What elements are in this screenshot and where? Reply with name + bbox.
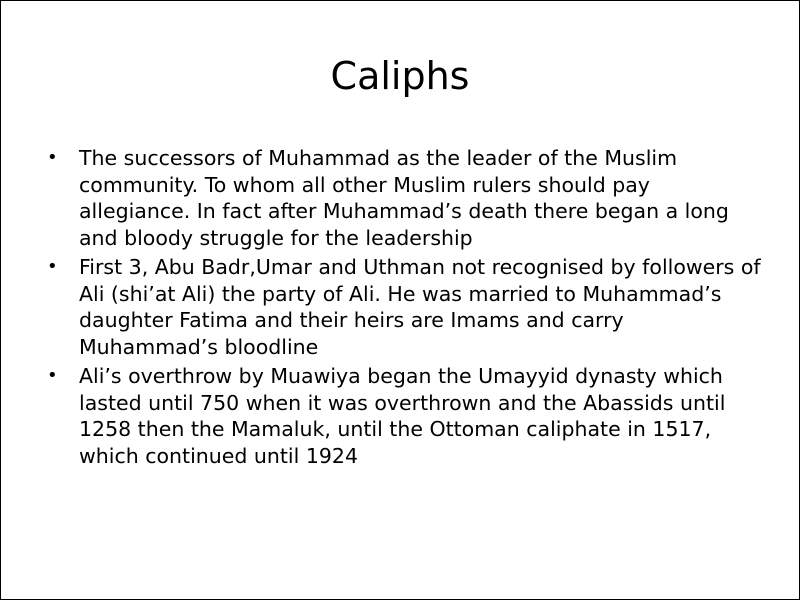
bullet-list bbox=[45, 145, 765, 472]
slide-title: Caliphs bbox=[330, 54, 470, 98]
bullet-dot-icon: • bbox=[47, 256, 58, 277]
bullet-text: Ali’s overthrow by Muawiya began the Umayyid dynasty which lasted until 750 when it was overthrown and the Abassids until 1258 then the Mamaluk, until the Ottoman caliphate in 1517, which continued until 1924 bbox=[79, 364, 726, 468]
bullet-dot-icon: • bbox=[47, 147, 58, 168]
bullet-item bbox=[45, 145, 765, 251]
bullet-text: First 3, Abu Badr,Umar and Uthman not recognised by followers of Ali (shi’at Ali) the party of Ali. He was married to Muhammad’s daughter Fatima and their heirs are Imams and carry Muhammad’s bloodline bbox=[79, 255, 761, 359]
bullet-item bbox=[45, 254, 765, 360]
bullet-text: The successors of Muhammad as the leader of the Muslim community. To whom all other Muslim rulers should pay allegiance. In fact after Muhammad’s death there began a long and bloody struggle for the leadership bbox=[79, 146, 729, 250]
bullet-dot-icon: • bbox=[47, 365, 58, 386]
bullet-item bbox=[45, 363, 765, 469]
